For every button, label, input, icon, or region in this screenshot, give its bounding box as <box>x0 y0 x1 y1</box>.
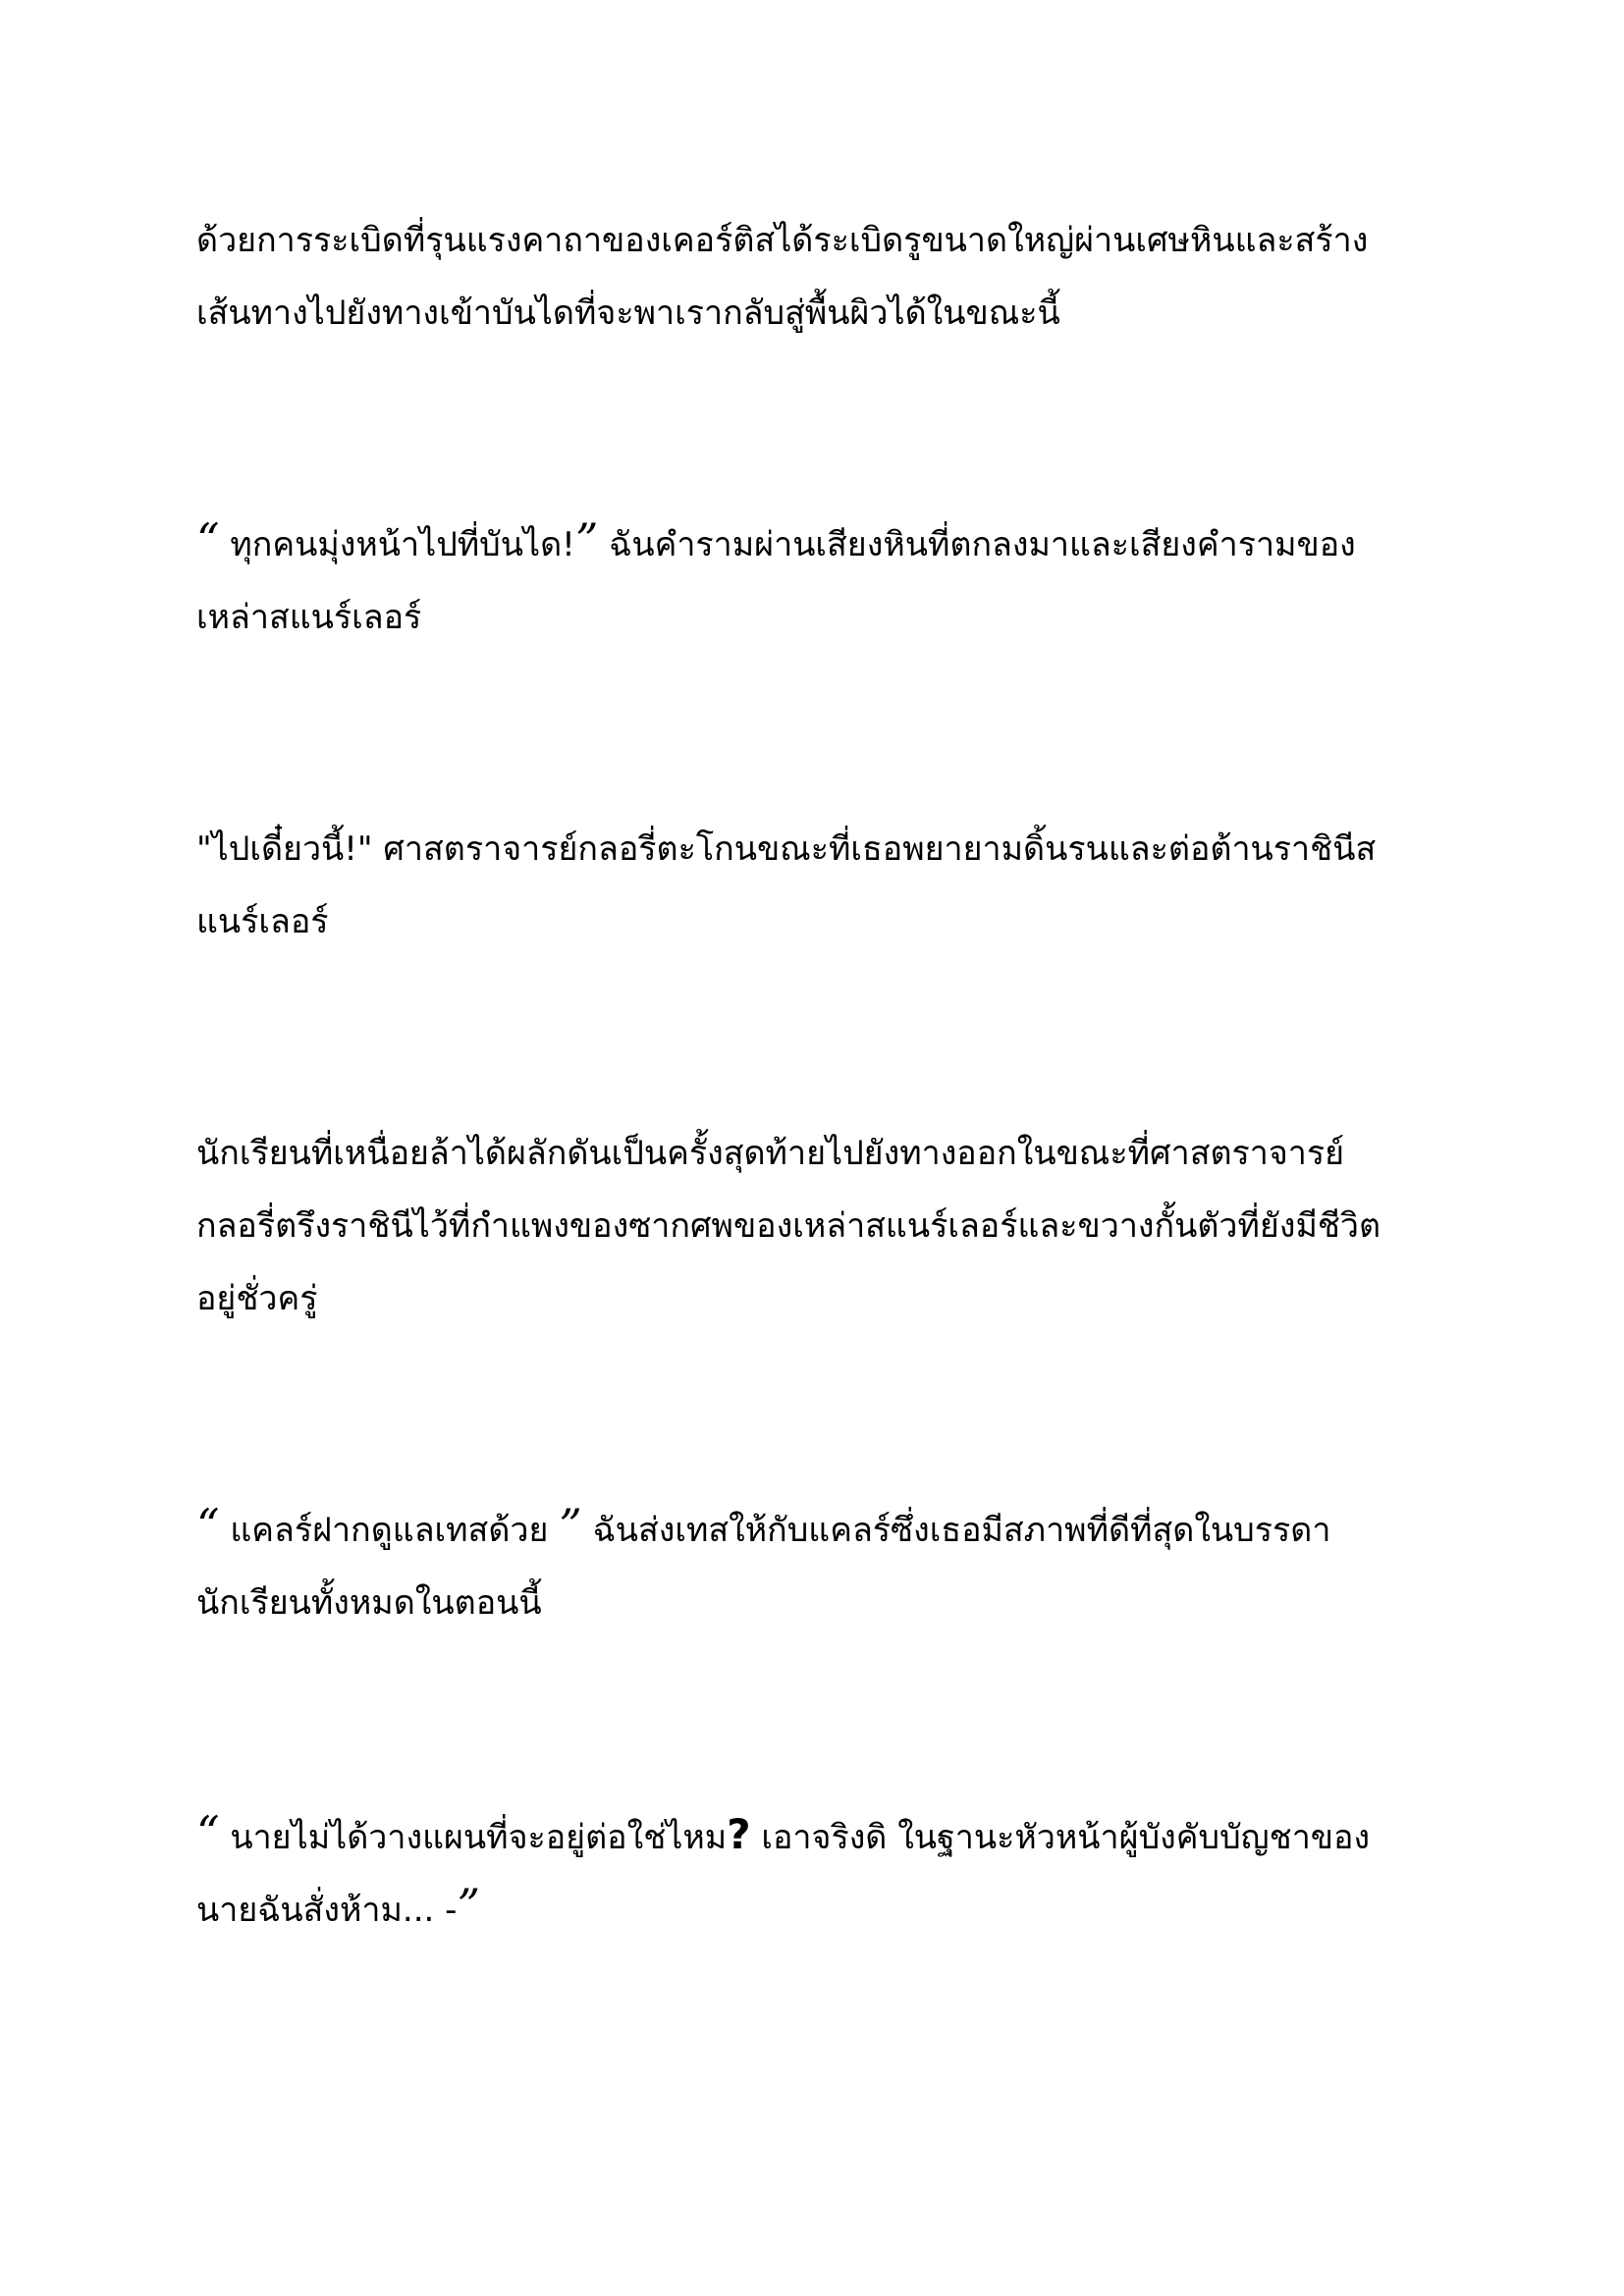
dialogue-text: นายฉันสั่งห้าม... - <box>196 1891 458 1930</box>
paragraph <box>196 1798 1424 1947</box>
paragraph-line <box>196 1798 1424 1874</box>
paragraph-line: กลอรี่ตรึงราชินีไว้ที่กำแพงของซากศพของเหล่าสแนร์เลอร์และขวางกั้นตัวที่ยังมีชีวิต <box>196 1206 1381 1246</box>
paragraph <box>196 1117 1424 1335</box>
paragraph-line: นักเรียนที่เหนื่อยล้าได้ผลักดันเป็นครั้งสุดท้ายไปยังทางออกในขณะที่ศาสตราจารย์ <box>196 1134 1345 1173</box>
paragraph <box>196 508 1424 654</box>
paragraph-line: เส้นทางไปยังทางเข้าบันไดที่จะพาเรากลับสู่พื้นผิวได้ในขณะนี้ <box>196 294 1060 333</box>
narration-text: ฉันส่งเทสให้กับแคลร์ซึ่งเธอมีสภาพที่ดีที่สุดในบรรดา <box>592 1511 1331 1550</box>
paragraph-line <box>196 1494 1424 1567</box>
dialogue-text: ทุกคนมุ่งหน้าไปที่บันได! <box>230 525 575 564</box>
paragraph-line: นักเรียนทั้งหมดในตอนนี้ <box>196 1583 542 1623</box>
paragraph-line <box>196 1874 1424 1947</box>
paragraph-line: เหล่าสแนร์เลอร์ <box>196 598 422 637</box>
dialogue-text: แคลร์ฝากดูแลเทสด้วย <box>230 1511 549 1550</box>
dialogue-text: เอาจริงดิ ในฐานะหัวหน้าผู้บังคับบัญชาของ <box>761 1818 1371 1857</box>
paragraph-line: "ไปเดี๋ยวนี้!" ศาสตราจารย์กลอรี่ตะโกนขณะที่เธอพยายามดิ้นรนและต่อต้านราชินีส <box>196 829 1377 869</box>
paragraph-line <box>196 508 1424 581</box>
paragraph-line: ด้วยการระเบิดที่รุนแรงคาถาของเคอร์ติสได้ระเบิดรูขนาดใหญ่ผ่านเศษหินและสร้าง <box>196 221 1369 260</box>
paragraph-line: อยู่ชั่วครู่ <box>196 1279 318 1318</box>
open-quote: “ <box>196 1499 220 1552</box>
close-quote: ” <box>559 1499 582 1552</box>
paragraph <box>196 1494 1424 1639</box>
dialogue-text: นายไม่ได้วางแผนที่จะอยู่ต่อใช่ไหม <box>230 1818 728 1857</box>
close-quote: ” <box>574 513 599 566</box>
narration-text: ฉันคำรามผ่านเสียงหินที่ตกลงมาและเสียงคำรามของ <box>609 525 1356 564</box>
paragraph <box>196 813 1424 958</box>
open-quote: “ <box>196 513 220 566</box>
open-quote: “ <box>196 1806 220 1859</box>
paragraph-line: แนร์เลอร์ <box>196 902 329 941</box>
paragraph <box>196 204 1424 349</box>
question-mark: ? <box>727 1810 751 1858</box>
close-quote: ” <box>457 1879 480 1932</box>
